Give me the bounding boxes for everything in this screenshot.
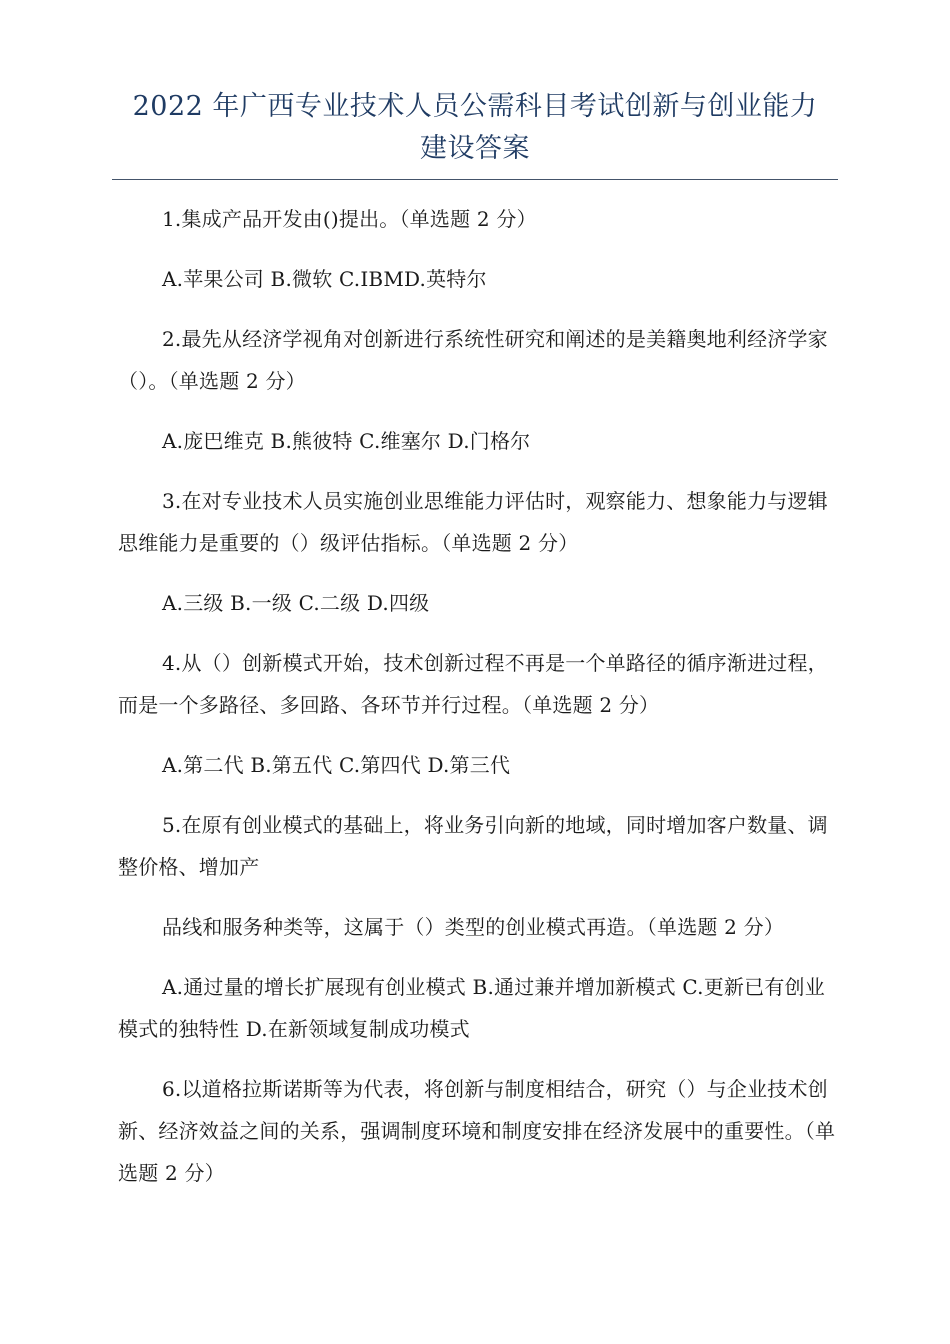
question-4: 4.从（）创新模式开始，技术创新过程不再是一个单路径的循序渐进过程，而是一个多路径、多回路、各环节并行过程。（单选题 2 分） xyxy=(118,651,828,717)
question-5-part-1: 5.在原有创业模式的基础上，将业务引向新的地域，同时增加客户数量、调整价格、增加产 xyxy=(118,813,828,879)
options-2: A.庞巴维克 B.熊彼特 C.维塞尔 D.门格尔 xyxy=(162,429,531,453)
options-1: A.苹果公司 B.微软 C.IBMD.英特尔 xyxy=(162,267,487,291)
title-line-2: 建设答案 xyxy=(420,133,530,164)
document-title xyxy=(110,86,840,170)
title-line-1: 2022 年广西专业技术人员公需科目考试创新与创业能力 xyxy=(132,91,818,122)
options-5: A.通过量的增长扩展现有创业模式 B.通过兼并增加新模式 C.更新已有创业模式的独特性 D.在新领域复制成功模式 xyxy=(118,975,825,1041)
question-6: 6.以道格拉斯诺斯等为代表，将创新与制度相结合，研究（）与企业技术创新、经济效益之间的关系，强调制度环境和制度安排在经济发展中的重要性。（单选题 2 分） xyxy=(118,1077,836,1185)
question-3: 3.在对专业技术人员实施创业思维能力评估时，观察能力、想象能力与逻辑思维能力是重要的（）级评估指标。（单选题 2 分） xyxy=(118,489,828,555)
question-2: 2.最先从经济学视角对创新进行系统性研究和阐述的是美籍奥地利经济学家（）。（单选题 2 分） xyxy=(118,327,828,393)
options-3: A.三级 B.一级 C.二级 D.四级 xyxy=(162,591,430,615)
title-divider xyxy=(112,179,838,180)
options-4: A.第二代 B.第五代 C.第四代 D.第三代 xyxy=(162,753,511,777)
question-5-part-2: 品线和服务种类等，这属于（）类型的创业模式再造。（单选题 2 分） xyxy=(162,915,785,939)
document-body xyxy=(118,198,838,1212)
question-1: 1.集成产品开发由()提出。（单选题 2 分） xyxy=(162,207,537,231)
